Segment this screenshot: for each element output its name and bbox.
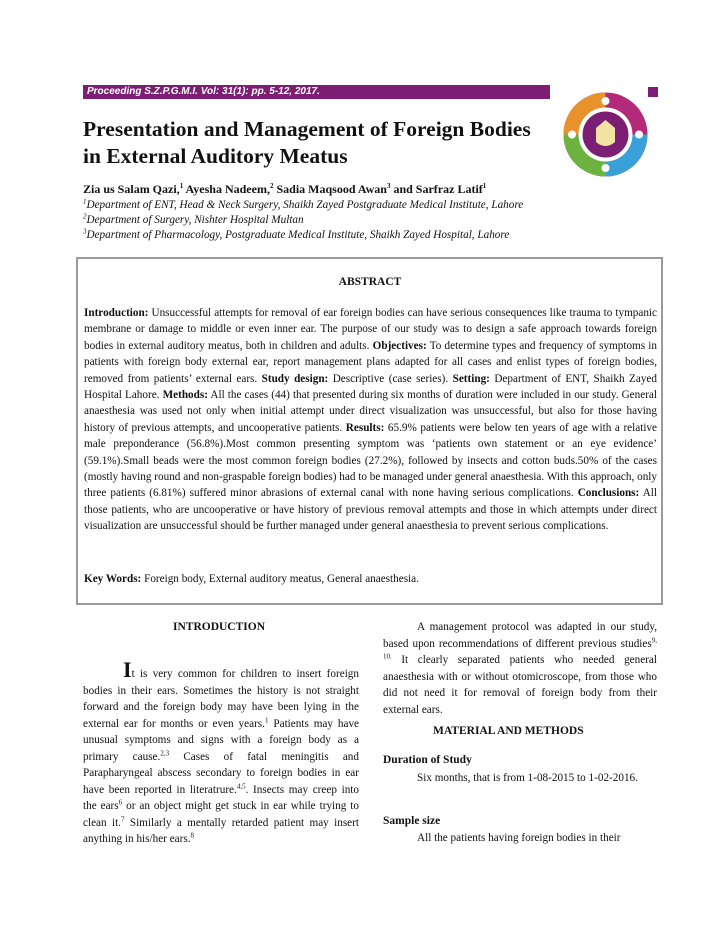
affiliation-3-mark: 3 — [83, 227, 87, 236]
affiliation-2 — [83, 214, 304, 226]
intro-ref-6: 8 — [190, 831, 194, 840]
intro-ref-4: 6 — [118, 798, 123, 807]
author-3: Sadia Maqsood Awan — [273, 182, 387, 196]
results-label: Results: — [345, 421, 385, 434]
design-text: Descriptive (case series). — [328, 372, 453, 385]
seal-dot-left — [568, 131, 576, 139]
conclusions-text: All those patients, who are uncooperative or have history of previous removal attempts and those in which attempts under direct visualization are unsuccessful should be further managed under general anaesthesia to prevent serious complications. — [84, 487, 657, 533]
duration-heading: Duration of Study — [383, 754, 472, 766]
institute-seal-icon — [563, 92, 648, 177]
intro-text: Unsuccessful attempts for removal of ear foreign bodies can have serious consequences like trauma to tympanic membrane or damage to middle or even inner ear. The purpose of our study was to design a safe approach towards foreign bodies in external auditory meatus, both in children and adults. — [84, 307, 657, 352]
abstract-body — [84, 305, 657, 535]
intro-text-c: Cases of fatal meningitis and Parapharyngeal abscess secondary to foreign bodies in ear have been reported in literatrure. — [83, 750, 359, 796]
introduction-heading: INTRODUCTION — [173, 621, 266, 633]
intro-text-d: . Insects may creep into the ears — [83, 783, 360, 812]
protocol-paragraph — [383, 619, 657, 718]
intro-label: Introduction: — [84, 307, 149, 319]
paper-title: Presentation and Management of Foreign Bodies in External Auditory Meatus — [83, 117, 531, 168]
author-list — [83, 182, 486, 197]
author-2: Ayesha Nadeem, — [183, 182, 270, 196]
journal-header-bar — [83, 85, 550, 99]
author-1-affil: 1 — [179, 182, 184, 190]
affiliation-3-text: Department of Pharmacology, Postgraduate Medical Institute, Shaikh Zayed Hospital, Lahore — [86, 229, 510, 241]
intro-ref-1: 1 — [264, 715, 269, 724]
sample-text: All the patients having foreign bodies in their — [417, 832, 621, 844]
results-text: 65.9% patients were below ten years of age with a relative male preponderance (56.8%).Most common presenting symptom was ‘patients own statement or an eye evidence’ (59.1%).Small beads were the most common foreign bodies (27.2%), followed by insects and cotton buds.50% of the cases (mostly having round and non-graspable foreign bodies) had to be managed under general anaesthesia. With this approach, only three patients (6.81%) suffered minor abrasions of external canal with none having serious complications. — [84, 421, 657, 500]
methods-text: All the cases (44) that presented during six months of duration were included in our study. General anaesthesia was used not only when initial attempt under direct visualization was unsuccessful, but also for those having history of previous attempts, and uncooperative patients. — [84, 389, 657, 434]
keywords-label: Key Words: — [84, 573, 142, 585]
conclusions-label: Conclusions: — [577, 487, 640, 500]
seal-dot-right — [635, 131, 643, 139]
objectives-text: To determine types and frequency of symptoms in patients with foreign body external ear, report management plans adapted for all cases and enlist types of foreign bodies, removed from patients’ external ears. — [84, 339, 657, 385]
protocol-text-b: It clearly separated patients who needed general anaesthesia with or without otomicroscope, from those who did not need it for removal of foreign body from their external ears. — [383, 654, 657, 716]
intro-ref-2: 2,3 — [160, 748, 170, 757]
author-1: Zia us Salam Qazi, — [83, 182, 180, 196]
methods-heading: MATERIAL AND METHODS — [433, 725, 584, 737]
author-4: and Sarfraz Latif — [390, 182, 483, 196]
affiliation-1-text: Department of ENT, Head & Neck Surgery, Shaikh Zayed Postgraduate Medical Institute, Lahore — [86, 199, 524, 211]
keywords — [84, 573, 657, 585]
affiliation-2-mark: 2 — [83, 212, 87, 221]
duration-text: Six months, that is from 1-08-2015 to 1-02-2016. — [417, 772, 638, 784]
intro-text-f: Similarly a mentally retarded patient may insert anything in his/her ears. — [83, 816, 359, 845]
seal-dot-bottom — [602, 164, 610, 172]
affiliation-1-mark: 1 — [83, 197, 87, 206]
author-3-affil: 3 — [386, 182, 391, 190]
intro-ref-5: 7 — [120, 814, 125, 823]
methods-label: Methods: — [162, 389, 208, 402]
protocol-text-a: A management protocol was adapted in our study, based upon recommendations of different previous studies — [383, 621, 657, 650]
design-label: Study design: — [261, 372, 329, 385]
setting-text: Department of ENT, Shaikh Zayed Hospital Lahore. — [84, 372, 657, 402]
affiliation-3 — [83, 229, 509, 241]
journal-citation: Proceeding S.Z.P.G.M.I. Vol: 31(1): pp. 5-12, 2017. — [87, 86, 320, 97]
affiliation-2-text: Department of Surgery, Nishter Hospital Multan — [86, 214, 304, 226]
introduction-paragraph — [83, 657, 360, 848]
header-square-marker — [648, 87, 658, 97]
intro-text-a: t is very common for children to insert foreign bodies in their ears. Sometimes the history is not straight forward and the foreign body may have been lying in the external ear for months or even years. — [83, 668, 359, 730]
drop-cap: I — [123, 657, 132, 682]
keywords-text: Foreign body, External auditory meatus, General anaesthesia. — [141, 573, 419, 585]
seal-dot-top — [602, 97, 610, 105]
sample-heading: Sample size — [383, 815, 441, 827]
affiliation-1 — [83, 199, 523, 211]
intro-ref-3: 4,5 — [236, 781, 246, 790]
protocol-ref: 9, 10. — [383, 635, 657, 661]
objectives-label: Objectives: — [372, 339, 427, 352]
abstract-heading: ABSTRACT — [338, 276, 402, 288]
intro-text-e: or an object might get stuck in ear while trying to clean it. — [83, 800, 359, 829]
author-2-affil: 2 — [269, 182, 274, 190]
author-4-affil: 1 — [482, 182, 487, 190]
setting-label: Setting: — [452, 372, 490, 385]
intro-text-b: Patients may have unusual symptoms and signs with a foreign body as a primary cause. — [83, 717, 359, 763]
